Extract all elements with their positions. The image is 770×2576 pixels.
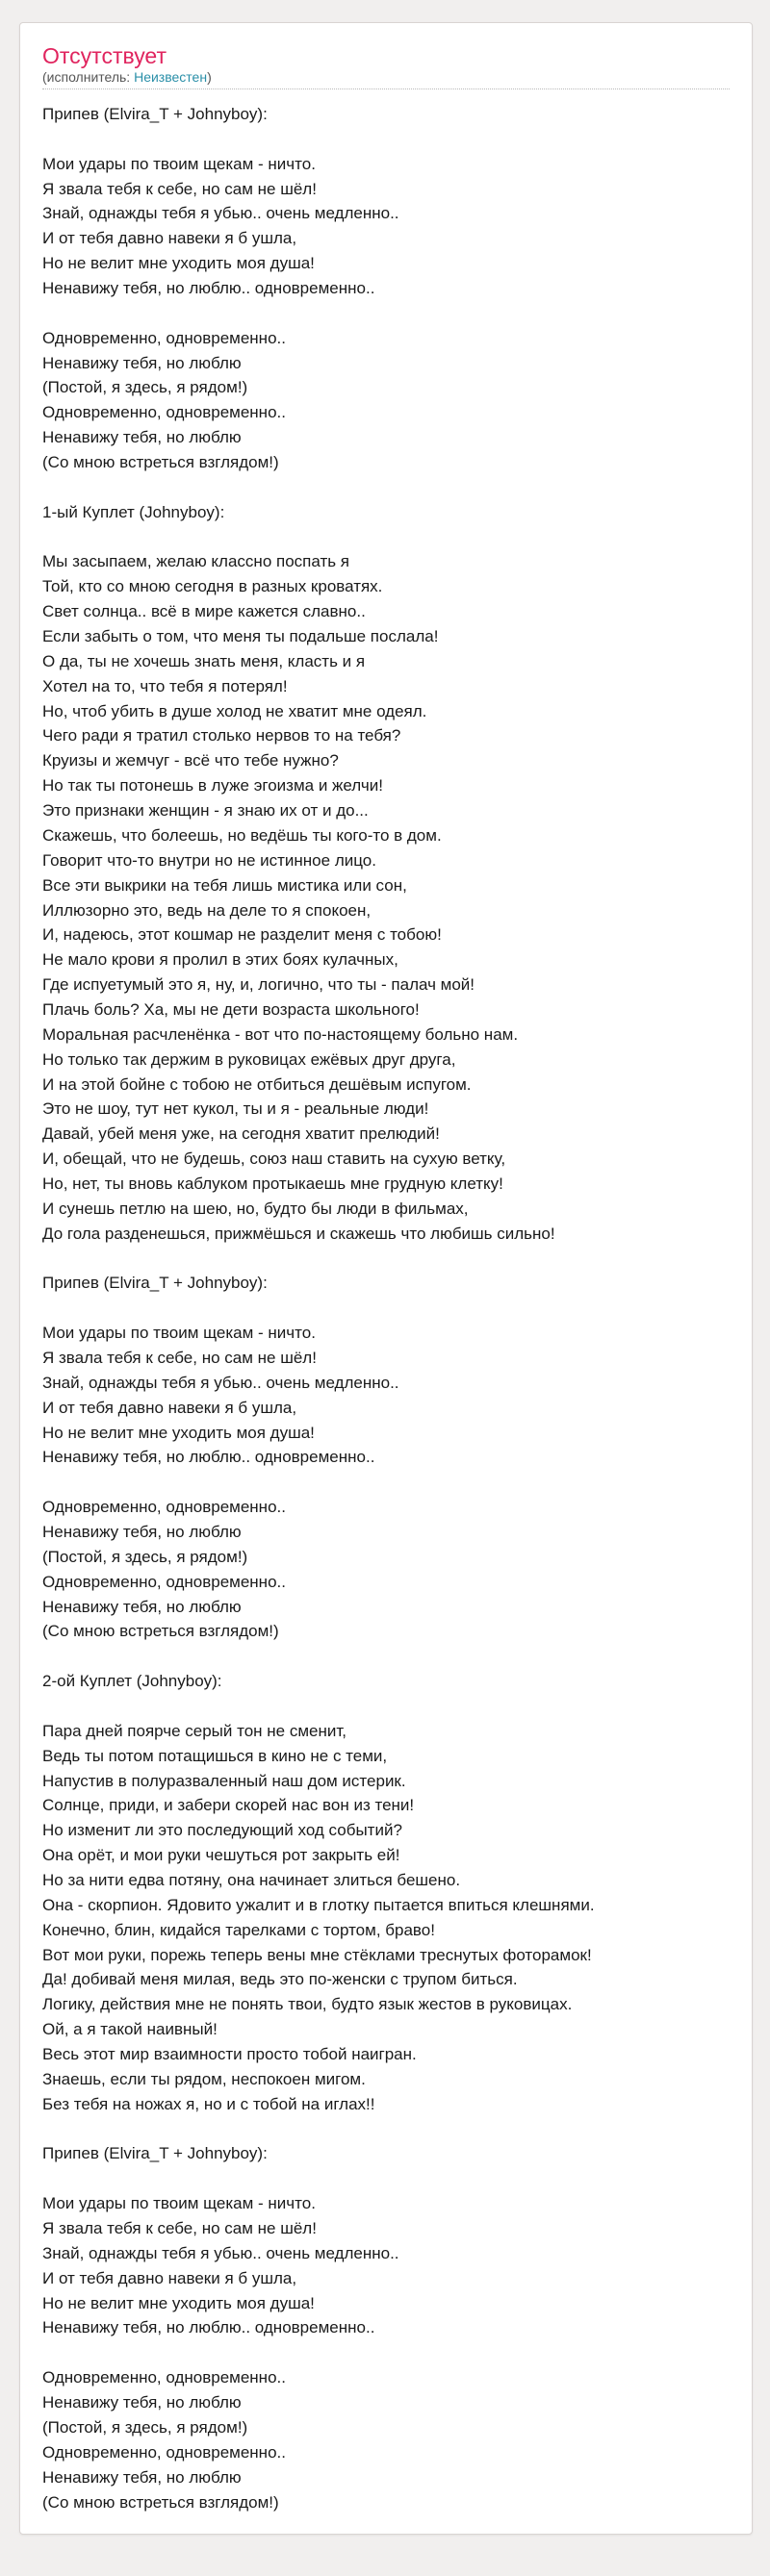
artist-link[interactable]: Неизвестен [134,69,208,85]
artist-line [42,67,212,87]
title-divider [42,88,730,89]
artist-suffix: ) [207,69,212,85]
song-title: Отсутствует [42,43,167,68]
artist-prefix: (исполнитель: [42,69,135,85]
lyrics-text: Припев (Elvira_T + Johnyboy): Мои удары по твоим щекам - ничто. Я звала тебя к себе, но сам не шёл! Знай, однажды тебя я убью.. очень медленно.. И от тебя давно навеки я б ушла, Но не велит мне уходить моя душа! Ненавижу тебя, но люблю.. одновременно.. Одновременно, одновременно.. Ненавижу тебя, но люблю (Постой, я здесь, я рядом!) Одновременно, одновременно.. Ненавижу тебя, но люблю (Со мною встреться взглядом!) 1-ый Куплет (Johnyboy): Мы засыпаем, желаю классно поспать я Той, кто со мною сегодня в разных кроватях. Свет солнца.. всё в мире кажется славно.. Если забыть о том, что меня ты подальше послала! О да, ты не хочешь знать меня, класть и я Хотел на то, что тебя я потерял! Но, чтоб убить в душе холод не хватит мне одеял. Чего ради я тратил столько нервов то на тебя? Круизы и жемчуг - всё что тебе нужно? Но так ты потонешь в луже эгоизма и желчи! Это признаки женщин - я знаю их от и до... Скажешь, что болеешь, но ведёшь ты кого-то в дом. Говорит что-то внутри но не истинное лицо. Все эти выкрики на тебя лишь мистика или сон, Иллюзорно это, ведь на деле то я спокоен, И, надеюсь, этот кошмар не разделит меня с тобою! Не мало крови я пролил в этих боях кулачных, Где испуетумый это я, ну, и, логично, что ты - палач мой! Плачь боль? Ха, мы не дети возраста школьного! Моральная расчленёнка - вот что по-настоящему больно нам. Но только так держим в руковицах ежёвых друг друга, И на этой бойне с тобою не отбиться дешёвым испугом. Это не шоу, тут нет кукол, ты и я - реальные люди! Давай, убей меня уже, на сегодня хватит прелюдий! И, обещай, что не будешь, союз наш ставить на сухую ветку, Но, нет, ты вновь каблуком протыкаешь мне грудную клетку! И сунешь петлю на шею, но, будто бы люди в фильмах, До гола разденешься, прижмёшься и скажешь что любишь сильно! Припев (Elvira_T + Johnyboy): Мои удары по твоим щекам - ничто. Я звала тебя к себе, но сам не шёл! Знай, однажды тебя я убью.. очень медленно.. И от тебя давно навеки я б ушла, Но не велит мне уходить моя душа! Ненавижу тебя, но люблю.. одновременно.. Одновременно, одновременно.. Ненавижу тебя, но люблю (Постой, я здесь, я рядом!) Одновременно, одновременно.. Ненавижу тебя, но люблю (Со мною встреться взглядом!) 2-ой Куплет (Johnyboy): Пара дней поярче серый тон не сменит, Ведь ты потом потащишься в кино не с теми, Напустив в полуразваленный наш дом истерик. Солнце, приди, и забери скорей нас вон из тени! Но изменит ли это последующий ход событий? Она орёт, и мои руки чешуться рот закрыть ей! Но за нити едва потяну, она начинает злиться бешено. Она - скорпион. Ядовито ужалит и в глотку пытается впиться клешнями. Конечно, блин, кидайся тарелками с тортом, браво! Вот мои руки, порежь теперь вены мне стёклами треснутых фоторамок! Да! добивай меня милая, ведь это по-женски с трупом биться. Логику, действия мне не понять твои, будто язык жестов в руковицах. Ой, а я такой наивный! Весь этот мир взаимности просто тобой наигран. Знаешь, если ты рядом, неспокоен мигом. Без тебя на ножах я, но и с тобой на иглах!! Припев (Elvira_T + Johnyboy): Мои удары по твоим щекам - ничто. Я звала тебя к себе, но сам не шёл! Знай, однажды тебя я убью.. очень медленно.. И от тебя давно навеки я б ушла, Но не велит мне уходить моя душа! Ненавижу тебя, но люблю.. одновременно.. Одновременно, одновременно.. Ненавижу тебя, но люблю (Постой, я здесь, я рядом!) Одновременно, одновременно.. Ненавижу тебя, но люблю (Со мною встреться взглядом!) [42,105,595,2512]
